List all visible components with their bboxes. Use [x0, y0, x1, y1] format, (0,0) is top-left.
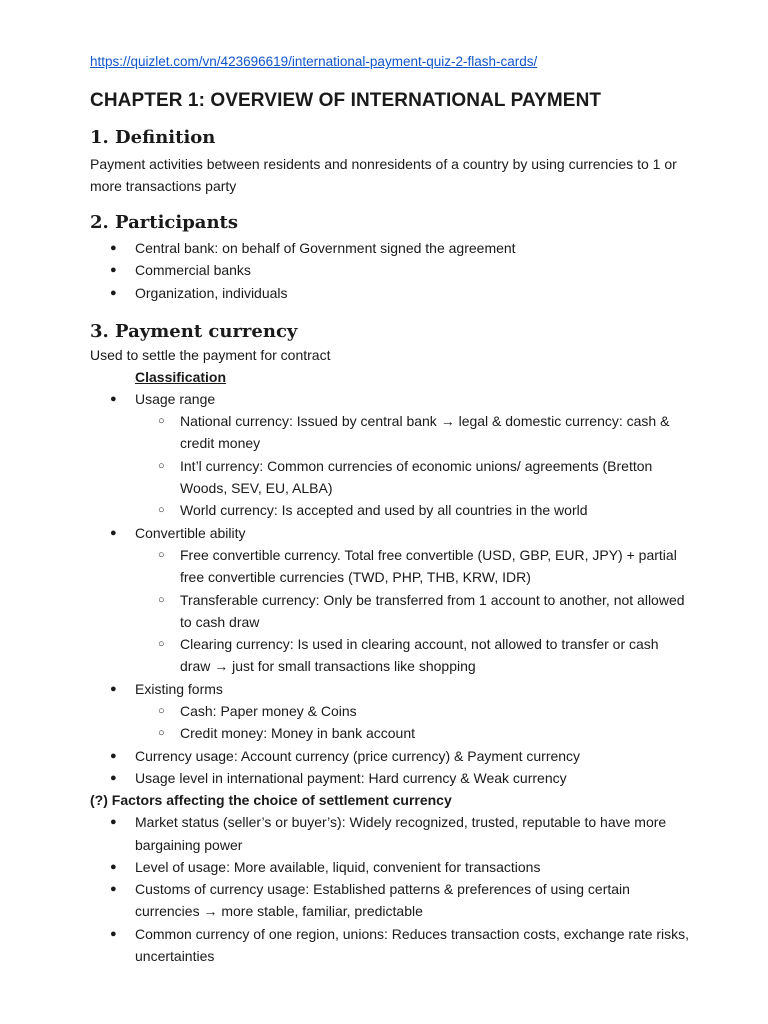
circle-bullet-icon: ○: [158, 638, 165, 651]
list-item: ● Common currency of one region, unions: Reduces transaction costs, exchange rate risks, uncertainties: [90, 923, 690, 968]
section-participants-heading: 2. Participants: [90, 212, 238, 233]
bullet-icon: ●: [110, 749, 117, 762]
circle-bullet-icon: ○: [158, 459, 165, 472]
circle-bullet-icon: ○: [158, 705, 165, 718]
bullet-icon: ●: [110, 264, 117, 277]
list-item: ● Market status (seller’s or buyer’s): Widely recognized, trusted, reputable to have more bargaining power: [90, 811, 690, 856]
factors-list: [90, 811, 690, 967]
circle-bullet-icon: ○: [158, 548, 165, 561]
list-item: ○ National currency: Issued by central bank → legal & domestic currency: cash & credit money: [135, 410, 690, 455]
list-item: ● Central bank: on behalf of Government signed the agreement: [90, 237, 690, 259]
bullet-icon: ●: [110, 860, 117, 873]
classification-label: Classification: [135, 368, 227, 385]
circle-bullet-icon: ○: [158, 727, 165, 740]
forms-sublist: [135, 700, 690, 745]
usage-range-sublist: [135, 410, 690, 521]
section-payment-currency-heading: 3. Payment currency: [90, 320, 298, 342]
quizlet-link[interactable]: https://quizlet.com/vn/423696619/international-payment-quiz-2-flash-cards/: [90, 54, 538, 69]
document-page: [90, 52, 690, 967]
payment-currency-intro: Used to settle the payment for contract: [90, 346, 331, 363]
chapter-title: CHAPTER 1: OVERVIEW OF INTERNATIONAL PAYMENT: [90, 90, 602, 111]
list-item-currency-usage: ● Currency usage: Account currency (price currency) & Payment currency: [90, 745, 690, 767]
bullet-icon: ●: [110, 286, 117, 299]
list-item: ● Level of usage: More available, liquid, convenient for transactions: [90, 856, 690, 878]
circle-bullet-icon: ○: [158, 504, 165, 517]
participants-list: [90, 237, 690, 304]
list-item-usage-range: ● Usage range ○ National currency: Issued by central bank → legal & domestic currency: cash & credit money ○ Int’l currency: Common currencies of economic unions/ agreements (Bretton Woods, SEV, EU, ALBA) ○ World currency: Is accepted and used by all countries in the world: [90, 388, 690, 522]
list-item: ○ Transferable currency: Only be transferred from 1 account to another, not allowed to cash draw: [135, 589, 690, 634]
bullet-icon: ●: [110, 771, 117, 784]
list-item: ○ Clearing currency: Is used in clearing account, not allowed to transfer or cash draw → just for small transactions like shopping: [135, 633, 690, 678]
bullet-icon: ●: [110, 816, 117, 829]
bullet-icon: ●: [110, 883, 117, 896]
list-item: ○ Int’l currency: Common currencies of economic unions/ agreements (Bretton Woods, SEV, EU, ALBA): [135, 455, 690, 500]
convertible-sublist: [135, 544, 690, 678]
list-item: ○ Cash: Paper money & Coins: [135, 700, 690, 722]
section-definition-heading: 1. Definition: [90, 127, 216, 148]
bullet-icon: ●: [110, 242, 117, 254]
bullet-icon: ●: [110, 927, 117, 940]
definition-text: Payment activities between residents and nonresidents of a country by using currencies to 1 or more transactions party: [90, 156, 677, 194]
list-item: ○ World currency: Is accepted and used by all countries in the world: [135, 499, 690, 521]
factors-title: (?) Factors affecting the choice of settlement currency: [90, 792, 452, 809]
bullet-icon: ●: [110, 682, 117, 695]
list-item: ● Organization, individuals: [90, 282, 690, 304]
list-item-existing-forms: ● Existing forms ○ Cash: Paper money & Coins ○ Credit money: Money in bank account: [90, 678, 690, 745]
list-item: ● Commercial banks: [90, 259, 690, 281]
bullet-icon: ●: [110, 392, 117, 405]
classification-list: [90, 388, 690, 789]
list-item: ● Customs of currency usage: Established patterns & preferences of using certain currencies → more stable, familiar, predictable: [90, 878, 690, 923]
list-item-usage-level: ● Usage level in international payment: Hard currency & Weak currency: [90, 767, 690, 789]
bullet-icon: ●: [110, 526, 117, 539]
circle-bullet-icon: ○: [158, 593, 165, 606]
list-item: ○ Credit money: Money in bank account: [135, 722, 690, 744]
list-item-convertible: ● Convertible ability ○ Free convertible currency. Total free convertible (USD, GBP, EUR, JPY) + partial free convertible currencies (TWD, PHP, THB, KRW, IDR) ○ Transferable currency: Only be transferred from 1 account to another, not allowed to cash draw ○ Clearing currency: Is used in clearing account, not allowed to transfer or cash draw → just for small transactions like shopping: [90, 522, 690, 678]
list-item: ○ Free convertible currency. Total free convertible (USD, GBP, EUR, JPY) + partial free convertible currencies (TWD, PHP, THB, KRW, IDR): [135, 544, 690, 589]
circle-bullet-icon: ○: [158, 415, 165, 428]
